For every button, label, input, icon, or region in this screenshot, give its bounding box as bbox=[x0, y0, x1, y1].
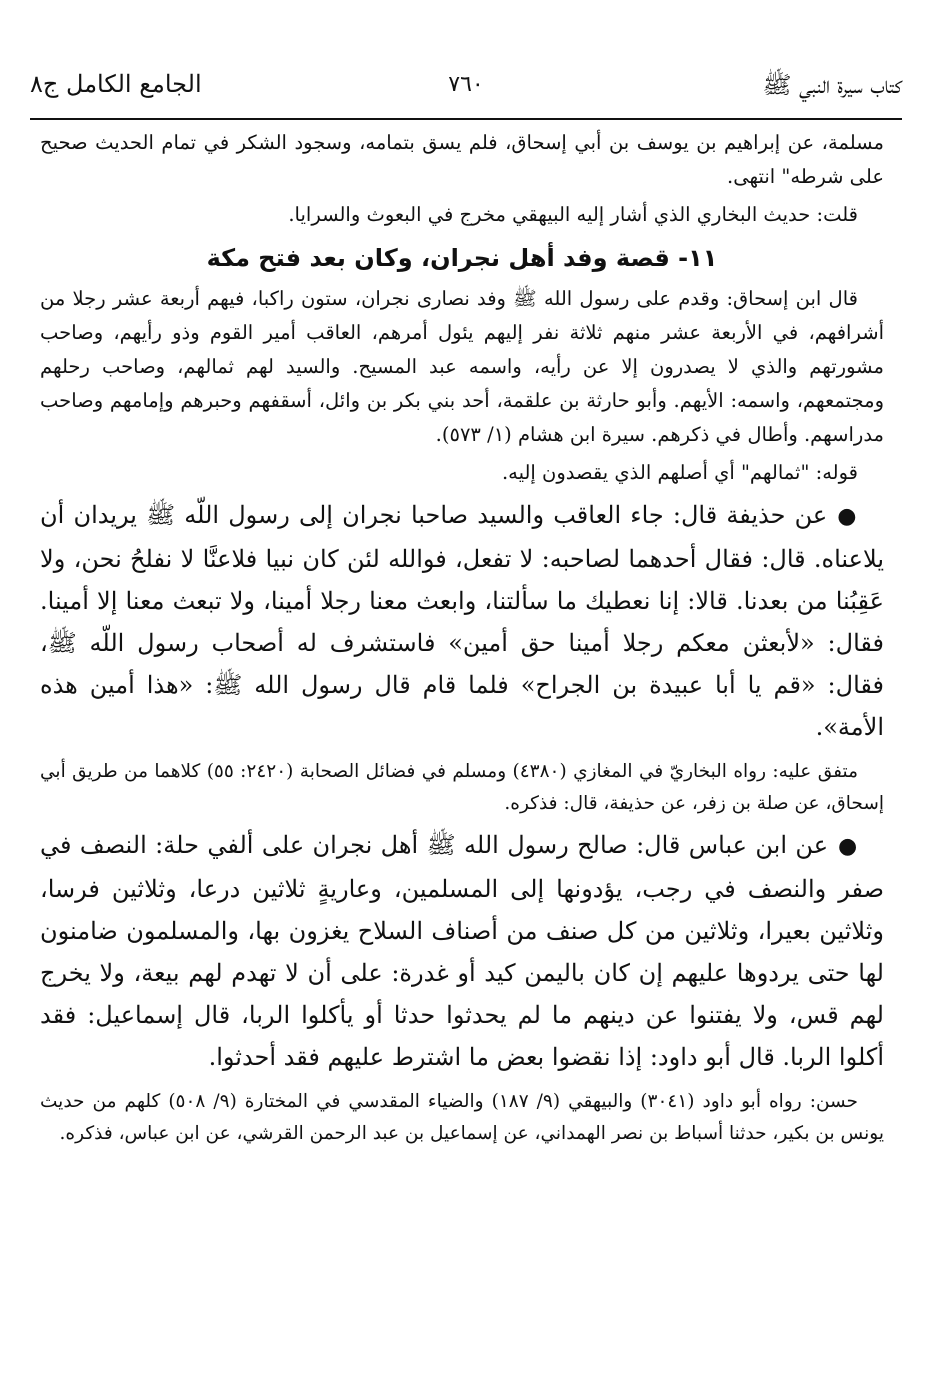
source-note-ibn-abbas: حسن: رواه أبو داود (٣٠٤١) والبيهقي (٩/ ١٨٧) والضياء المقدسي في المختارة (٩/ ٥٠٨) كلهم من حديث يونس بن بكير، حدثنا أسباط بن نصر الهمداني، عن إسماعيل بن عبد الرحمن القرشي، عن ابن عباس، فذكره. bbox=[40, 1091, 884, 1144]
page-number: ٧٦٠ bbox=[448, 72, 484, 97]
source-note-hudhayfah: متفق عليه: رواه البخاريّ في المغازي (٤٣٨٠) ومسلم في فضائل الصحابة (٢٤٢٠: ٥٥) كلاهما من طريق أبي إسحاق، عن صلة بن زفر، عن حذيفة، قال: فذكره. bbox=[40, 761, 884, 814]
page-body bbox=[40, 126, 884, 1154]
page-header bbox=[30, 60, 902, 114]
paragraph-note: قلت: حديث البخاري الذي أشار إليه البيهقي مخرج في البعوث والسرايا. bbox=[288, 203, 858, 226]
header-rule bbox=[30, 118, 902, 120]
paragraph-continuation: مسلمة، عن إبراهيم بن يوسف بن أبي إسحاق، فلم يسق بتمامه، وسجود الشكر في تمام الحديث صحيح على شرطه" انتهى. bbox=[40, 131, 884, 188]
paragraph-ibn-ishaq: قال ابن إسحاق: وقدم على رسول الله ﷺ وفد نصارى نجران، ستون راكبا، فيهم أربعة عشر رجلا من أشرافهم، في الأربعة عشر منهم ثلاثة نفر إليهم يئول أمرهم، العاقب أمير القوم وذو رأيهم، وصاحب مشورتهم والذي لا يصدرون إلا عن رأيه، واسمه عبد المسيح. والسيد لهم ثمالهم، وصاحب رحلهم ومجتمعهم، واسمه: الأيهم. وأبو حارثة بن علقمة، أحد بني بكر بن وائل، أسقفهم وحبرهم وإمامهم وصاحب مدراسهم. وأطال في ذكرهم. سيرة ابن هشام (١/ ٥٧٣). bbox=[40, 287, 884, 446]
hadith-ibn-abbas bbox=[40, 824, 884, 1078]
paragraph-explanation: قوله: "ثمالهم" أي أصلهم الذي يقصدون إليه. bbox=[501, 461, 858, 484]
section-heading: ١١- قصة وفد أهل نجران، وكان بعد فتح مكة bbox=[206, 244, 718, 272]
volume-title: الجامع الكامل ج٨ bbox=[30, 70, 202, 98]
hadith-hudhayfah bbox=[40, 494, 884, 748]
bullet-icon: ● bbox=[837, 504, 858, 529]
hadith-ibn-abbas-text: عن ابن عباس قال: صالح رسول الله ﷺ أهل نجران على ألفي حلة: النصف في صفر والنصف في رجب، يؤدونها إلى المسلمين، وعاريةٍ ثلاثين درعا، وثلاثين فرسا، وثلاثين بعيرا، وثلاثين من كل صنف من أصناف السلاح يغزون بها، والمسلمون ضامنون لها حتى يردوها عليهم إن كان باليمن كيد أو غدرة: على أن لا تهدم لهم بيعة، ولا يخرج لهم قس، ولا يفتنوا عن دينهم ما لم يحدثوا حدثا أو يأكلوا الربا، قال إسماعيل: فقد أكلوا الربا. قال أبو داود: إذا نقضوا بعض ما اشترط عليهم فقد أحدثوا. bbox=[40, 831, 884, 1071]
bullet-icon: ● bbox=[838, 834, 858, 859]
book-title: كتاب سيرة النبي ﷺ bbox=[762, 71, 902, 99]
hadith-hudhayfah-text: عن حذيفة قال: جاء العاقب والسيد صاحبا نجران إلى رسول اللّه ﷺ يريدان أن يلاعناه. قال: فقال أحدهما لصاحبه: لا تفعل، فوالله لئن كان نبيا فلاعنَّا لا نفلحُ نحن، ولا عَقِبُنا من بعدنا. قالا: إنا نعطيك ما سألتنا، وابعث معنا رجلا أمينا، ولا تبعث معنا إلا أمينا. فقال: «لأبعثن معكم رجلا أمينا حق أمين» فاستشرف له أصحاب رسول اللّه ﷺ، فقال: «قم يا أبا عبيدة بن الجراح» فلما قام قال رسول الله ﷺ: «هذا أمين هذه الأمة». bbox=[40, 501, 884, 741]
